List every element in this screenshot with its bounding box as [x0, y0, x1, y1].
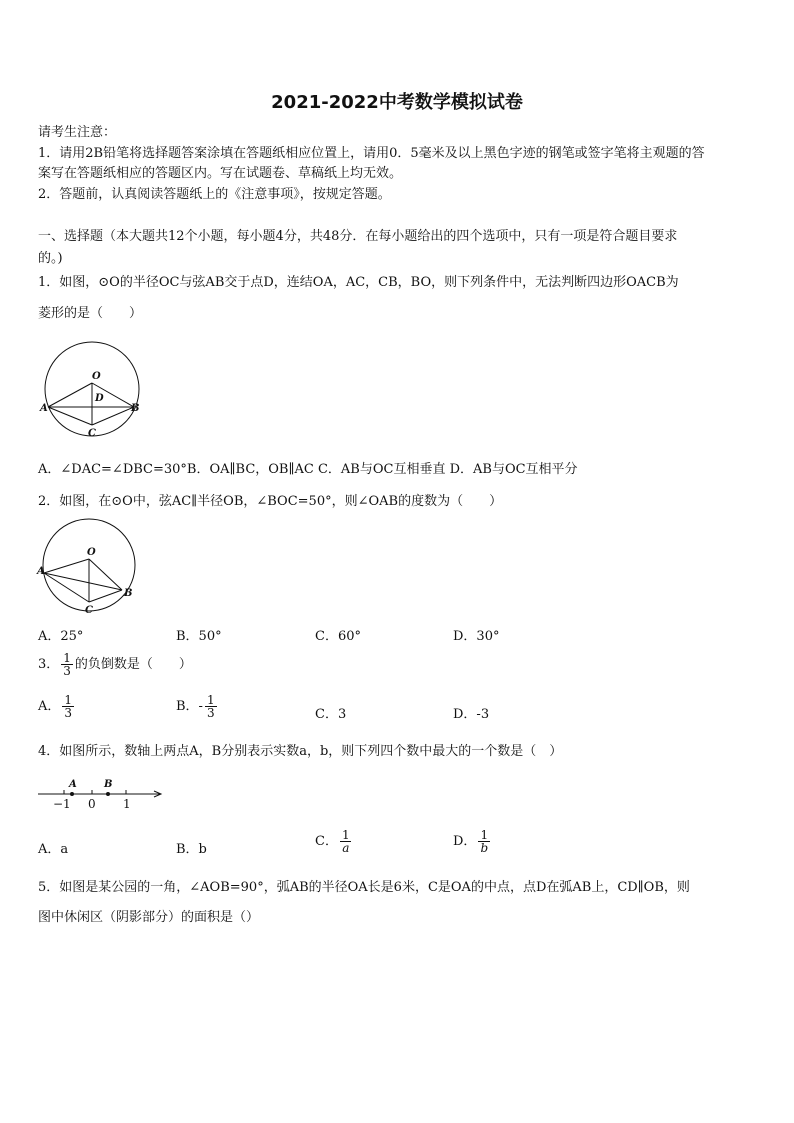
notice-line-2: 2．答题前，认真阅读答题纸上的《注意事项》，按规定答题。 — [38, 187, 391, 202]
q5-stem-line-2: 图中休闲区（阴影部分）的面积是（） — [38, 910, 260, 925]
q2-label-o: O — [87, 547, 96, 558]
q1-options: A．∠DAC=∠DBC=30°B．OA∥BC，OB∥AC C．AB与OC互相垂直 D．AB与OC互相平分 — [38, 462, 578, 477]
q2-label-a: A — [37, 566, 45, 577]
q4-tick-minus-one: −1 — [53, 797, 71, 811]
q2-label-c: C — [85, 605, 93, 616]
q4-option-b: B．b — [176, 842, 207, 857]
q3-option-a-fraction — [62, 694, 74, 719]
q1-label-b: B — [131, 403, 140, 414]
q3-option-a-denominator: 3 — [64, 706, 73, 720]
q4-option-c — [315, 829, 354, 854]
q2-circle-figure — [32, 510, 142, 620]
section-heading-line-2: 的。) — [38, 251, 63, 266]
page-title: 2021-2022中考数学模拟试卷 — [271, 92, 523, 113]
q2-label-b: B — [124, 588, 133, 599]
q4-option-d-fraction — [478, 829, 490, 854]
q4-number-line — [36, 772, 166, 812]
q3-option-a-numerator: 1 — [64, 693, 73, 707]
notice-line-1a: 1．请用2B铅笔将选择题答案涂填在答题纸相应位置上，请用0．5毫米及以上黑色字迹的钢笔或签字笔将主观题的答 — [38, 146, 705, 161]
notice-heading: 请考生注意： — [38, 125, 117, 140]
q4-stem: 4．如图所示，数轴上两点A，B分别表示实数a，b，则下列四个数中最大的一个数是（ ） — [38, 744, 563, 759]
q3-fraction — [61, 652, 73, 677]
q4-option-d-numerator: 1 — [480, 828, 489, 842]
q1-label-o: O — [92, 371, 101, 382]
notice-line-1b: 案写在答题纸相应的答题区内。写在试题卷、草稿纸上均无效。 — [38, 166, 403, 181]
q4-option-c-denominator: a — [342, 841, 350, 855]
q3-number: 3． — [38, 657, 60, 672]
q4-option-d-label: D． — [453, 834, 477, 849]
q1-label-a: A — [40, 403, 48, 414]
q4-point-b — [106, 792, 110, 796]
q3-option-b-denominator: 3 — [206, 706, 215, 720]
q3-option-b-numerator: 1 — [206, 693, 215, 707]
q4-tick-one: 1 — [123, 797, 131, 811]
q1-stem-line-1: 1．如图，⊙O的半径OC与弦AB交于点D，连结OA，AC，CB，BO，则下列条件中，无法判断四边形OACB为 — [38, 275, 679, 290]
q1-circle-figure — [38, 335, 148, 445]
q3-option-c: C．3 — [315, 707, 347, 722]
q4-option-a: A．a — [38, 842, 69, 857]
q4-option-d-denominator: b — [480, 841, 489, 855]
q3-option-d: D．-3 — [453, 707, 490, 722]
q2-option-b: B．50° — [176, 629, 222, 644]
q4-label-a: A — [69, 779, 77, 790]
q3-option-b-label: B．- — [176, 699, 203, 714]
q3-fraction-denominator: 3 — [63, 664, 71, 678]
q4-option-c-label: C． — [315, 834, 338, 849]
q3-option-b-fraction — [205, 694, 217, 719]
section-heading-line-1: 一、选择题（本大题共12个小题，每小题4分，共48分．在每小题给出的四个选项中，只有一项是符合题目要求 — [38, 229, 678, 244]
q3-stem — [38, 652, 192, 677]
q3-option-a — [38, 694, 76, 719]
q2-option-a: A．25° — [38, 629, 84, 644]
q4-option-d — [453, 829, 492, 854]
q3-fraction-numerator: 1 — [63, 651, 71, 665]
q1-stem-line-2: 菱形的是（ ） — [38, 306, 143, 321]
q4-option-c-fraction — [340, 829, 352, 854]
q4-label-b: B — [104, 779, 113, 790]
q1-label-c: C — [88, 428, 96, 439]
q4-tick-zero: 0 — [88, 797, 96, 811]
q4-point-a — [70, 792, 74, 796]
q3-stem-tail: 的负倒数是（ ） — [74, 657, 192, 672]
q1-label-d: D — [95, 393, 104, 404]
q2-stem: 2．如图，在⊙O中，弦AC∥半径OB，∠BOC=50°，则∠OAB的度数为（ ） — [38, 494, 503, 509]
q2-option-d: D．30° — [453, 629, 500, 644]
q3-option-a-label: A． — [38, 699, 61, 714]
q3-option-b — [176, 694, 219, 719]
q4-option-c-numerator: 1 — [341, 828, 350, 842]
q5-stem-line-1: 5．如图是某公园的一角，∠AOB=90°，弧AB的半径OA长是6米，C是OA的中点，点D在弧AB上，CD∥OB，则 — [38, 880, 690, 895]
q2-option-c: C．60° — [315, 629, 361, 644]
